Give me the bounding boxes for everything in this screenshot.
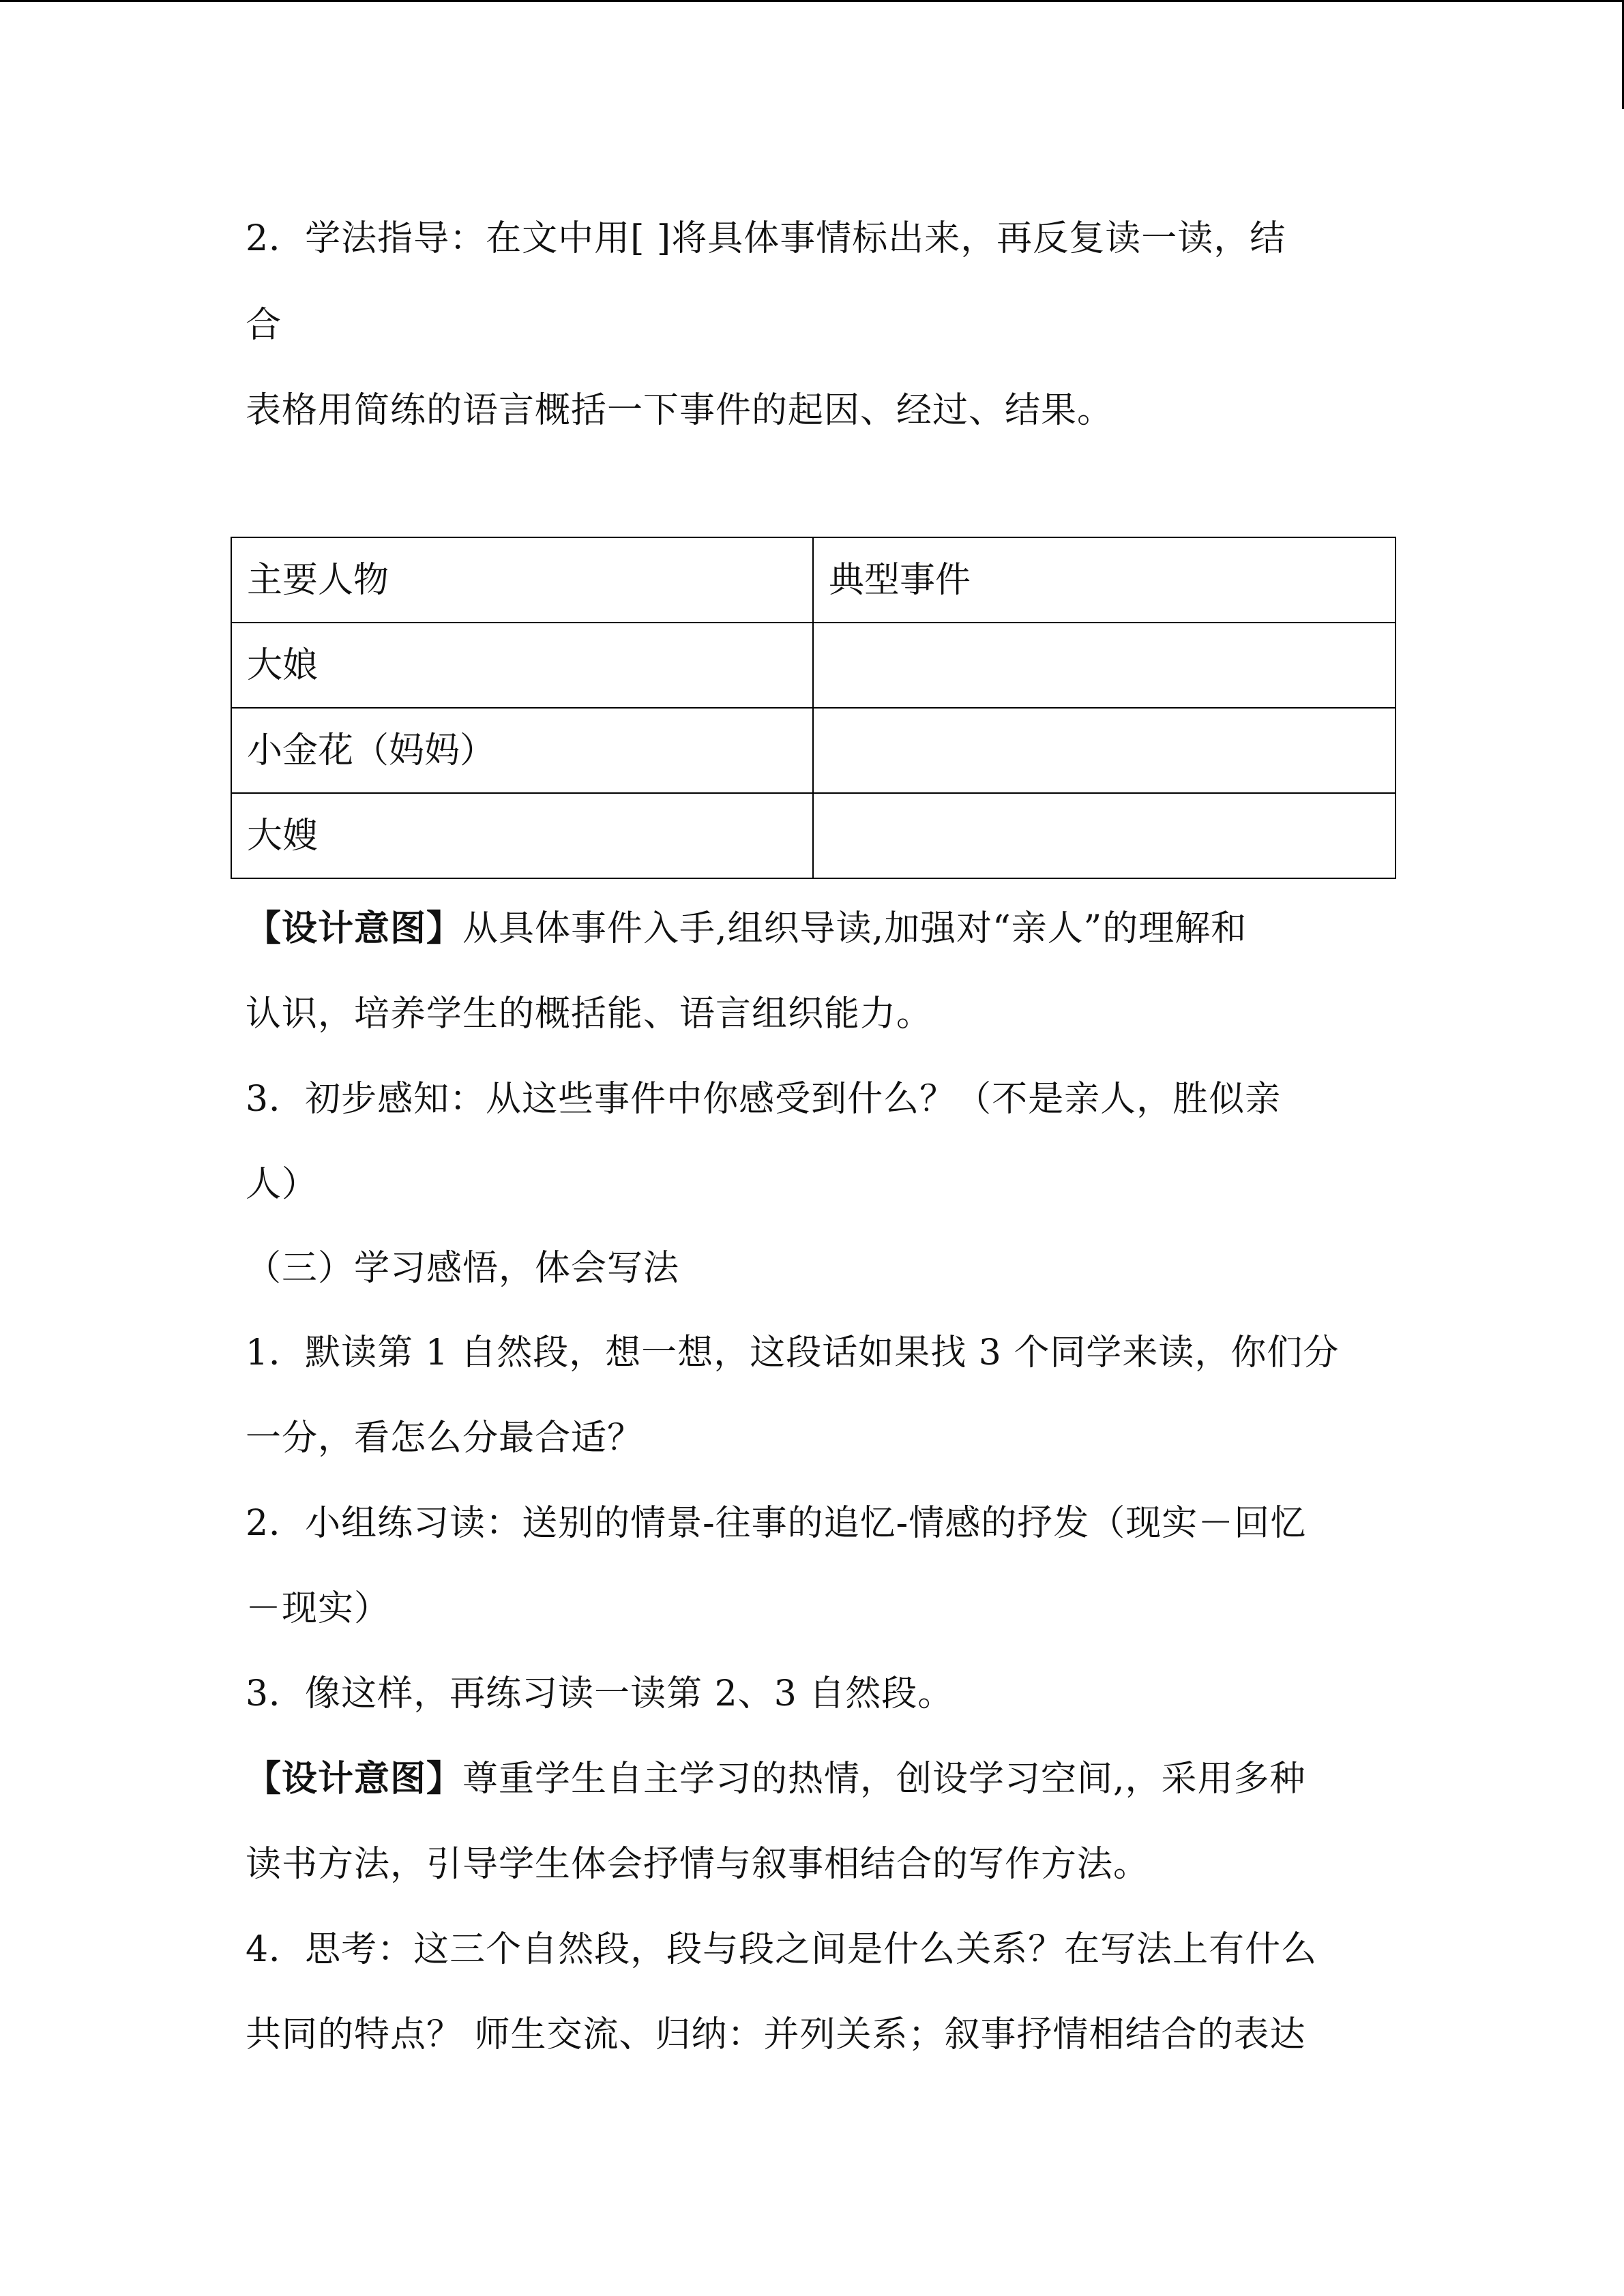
step2-line1: 2．学法指导：在文中用[ ]将具体事情标出来，再反复读一读，结 [246, 218, 1286, 259]
events-table [231, 537, 1396, 879]
design-intent-2-line2: 读书方法，引导学生体会抒情与叙事相结合的写作方法。 [246, 1844, 1150, 1885]
table-header-cell: 主要人物 [231, 537, 813, 623]
item4-line2: 共同的特点？ 师生交流、归纳：并列关系；叙事抒情相结合的表达 [246, 2014, 1306, 2055]
table-cell [813, 708, 1396, 793]
section3-title: （三）学习感悟，体会写法 [246, 1248, 680, 1289]
design-intent-1-line1 [246, 907, 1247, 951]
item1-line1: 1．默读第 1 自然段，想一想，这段话如果找 3 个同学来读，你们分 [246, 1332, 1340, 1373]
design-intent-text: 尊重学生自主学习的热情，创设学习空间,，采用多种 [462, 1759, 1306, 1800]
design-intent-1-line2: 认识，培养学生的概括能、语言组织能力。 [246, 994, 933, 1034]
step3-line1: 3．初步感知：从这些事件中你感受到什么？（不是亲人，胜似亲 [246, 1079, 1282, 1120]
table-row [231, 623, 1396, 708]
table-cell: 小金花（妈妈） [231, 708, 813, 793]
item2-line1: 2．小组练习读：送别的情景-往事的追忆-情感的抒发（现实－回忆 [246, 1503, 1307, 1544]
table-header-cell: 典型事件 [813, 537, 1396, 623]
item4-line1: 4．思考：这三个自然段，段与段之间是什么关系？在写法上有什么 [246, 1929, 1318, 1970]
table-cell: 大嫂 [231, 793, 813, 878]
step2-line2: 合 [246, 305, 282, 346]
page-top-border [0, 0, 1624, 2]
table-row [231, 793, 1396, 878]
table-cell: 大娘 [231, 623, 813, 708]
step2-line3: 表格用简练的语言概括一下事件的起因、经过、结果。 [246, 390, 1114, 431]
item3-line1: 3．像这样，再练习读一读第 2、3 自然段。 [246, 1673, 954, 1714]
table-header-row [231, 537, 1396, 623]
design-intent-2-line1 [246, 1757, 1306, 1801]
design-intent-text: 从具体事件入手,组织导读,加强对“亲人”的理解和 [462, 908, 1247, 949]
item1-line2: 一分，看怎么分最合适？ [246, 1418, 644, 1459]
table-row [231, 708, 1396, 793]
step3-line2: 人） [246, 1164, 319, 1205]
table-cell [813, 793, 1396, 878]
design-intent-tag: 【设计意图】 [246, 1758, 463, 1800]
item2-line2: －现实） [246, 1588, 391, 1629]
design-intent-tag: 【设计意图】 [246, 908, 463, 949]
table-cell [813, 623, 1396, 708]
